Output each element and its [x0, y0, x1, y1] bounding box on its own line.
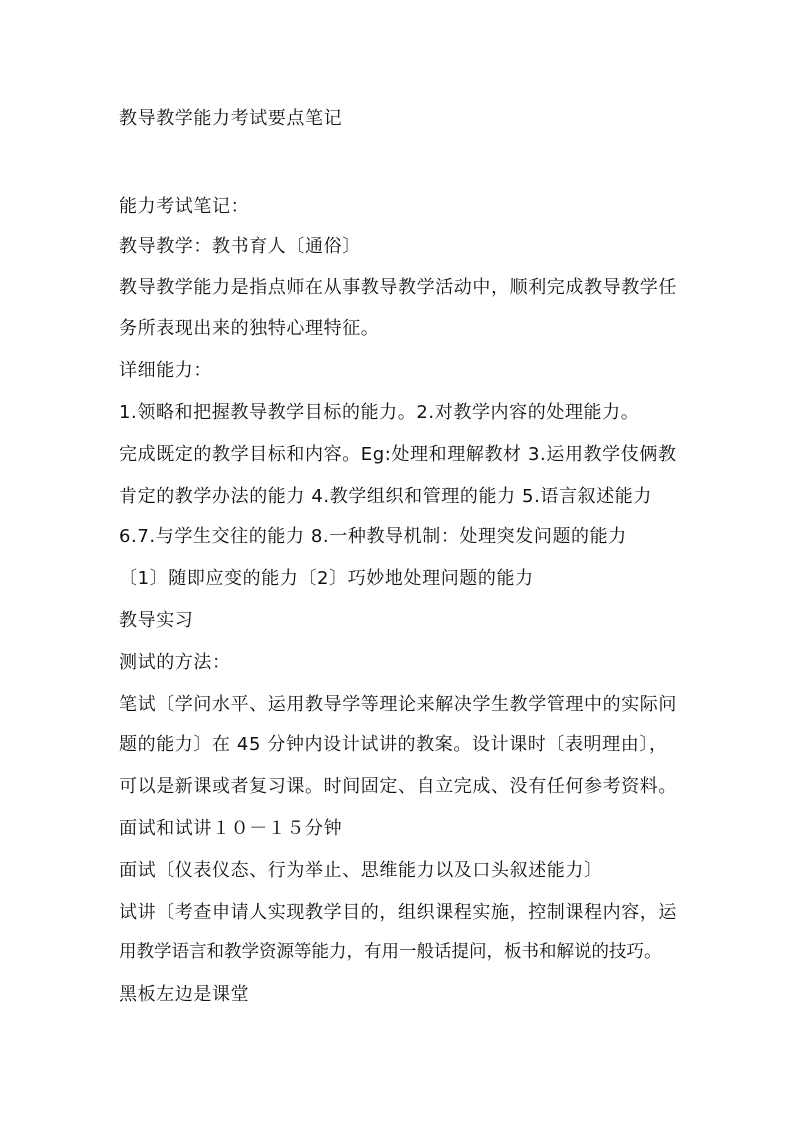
- text-line: 完成既定的教学目标和内容。Eg:处理和理解教材 3.运用教学伎俩教: [119, 444, 677, 465]
- text-line: 面试和试讲１０－１５分钟: [119, 818, 343, 839]
- text-line: 务所表现出来的独特心理特征。: [119, 318, 380, 339]
- text-line: 题的能力〕在 45 分钟内设计试讲的教案。设计课时〔表明理由〕，: [119, 734, 668, 755]
- text-line: 可以是新课或者复习课。时间固定、自立完成、没有任何参考资料。: [119, 776, 677, 797]
- text-line: 〔1〕随即应变的能力〔2〕巧妙地处理问题的能力: [119, 568, 534, 589]
- text-line: 能力考试笔记：: [119, 196, 250, 217]
- text-line: 教导教学能力是指点师在从事教导教学活动中，顺利完成教导教学任: [119, 277, 677, 298]
- text-line: 笔试〔学问水平、运用教导学等理论来解决学生教学管理中的实际问: [119, 694, 677, 715]
- text-line: 教导教学：教书育人〔通俗〕: [119, 236, 361, 257]
- text-line: 1.领略和把握教导教学目标的能力。2.对教学内容的处理能力。: [119, 402, 640, 423]
- text-line: 教导实习: [119, 610, 194, 631]
- text-line: 肯定的教学办法的能力 4.教学组织和管理的能力 5.语言叙述能力: [119, 486, 652, 507]
- text-line: 面试〔仪表仪态、行为举止、思维能力以及口头叙述能力〕: [119, 860, 603, 881]
- text-line: 用教学语言和教学资源等能力，有用一般话提问，板书和解说的技巧。: [119, 942, 662, 962]
- text-line: 试讲〔考查申请人实现教学目的，组织课程实施，控制课程内容，运: [119, 902, 677, 923]
- text-line: 黑板左边是课堂: [119, 984, 250, 1005]
- text-line: 详细能力：: [119, 360, 212, 381]
- document-title: 教导教学能力考试要点笔记: [119, 108, 343, 129]
- text-line: 6.7.与学生交往的能力 8.一种教导机制：处理突发问题的能力: [119, 526, 627, 547]
- text-line: 测试的方法：: [119, 652, 231, 673]
